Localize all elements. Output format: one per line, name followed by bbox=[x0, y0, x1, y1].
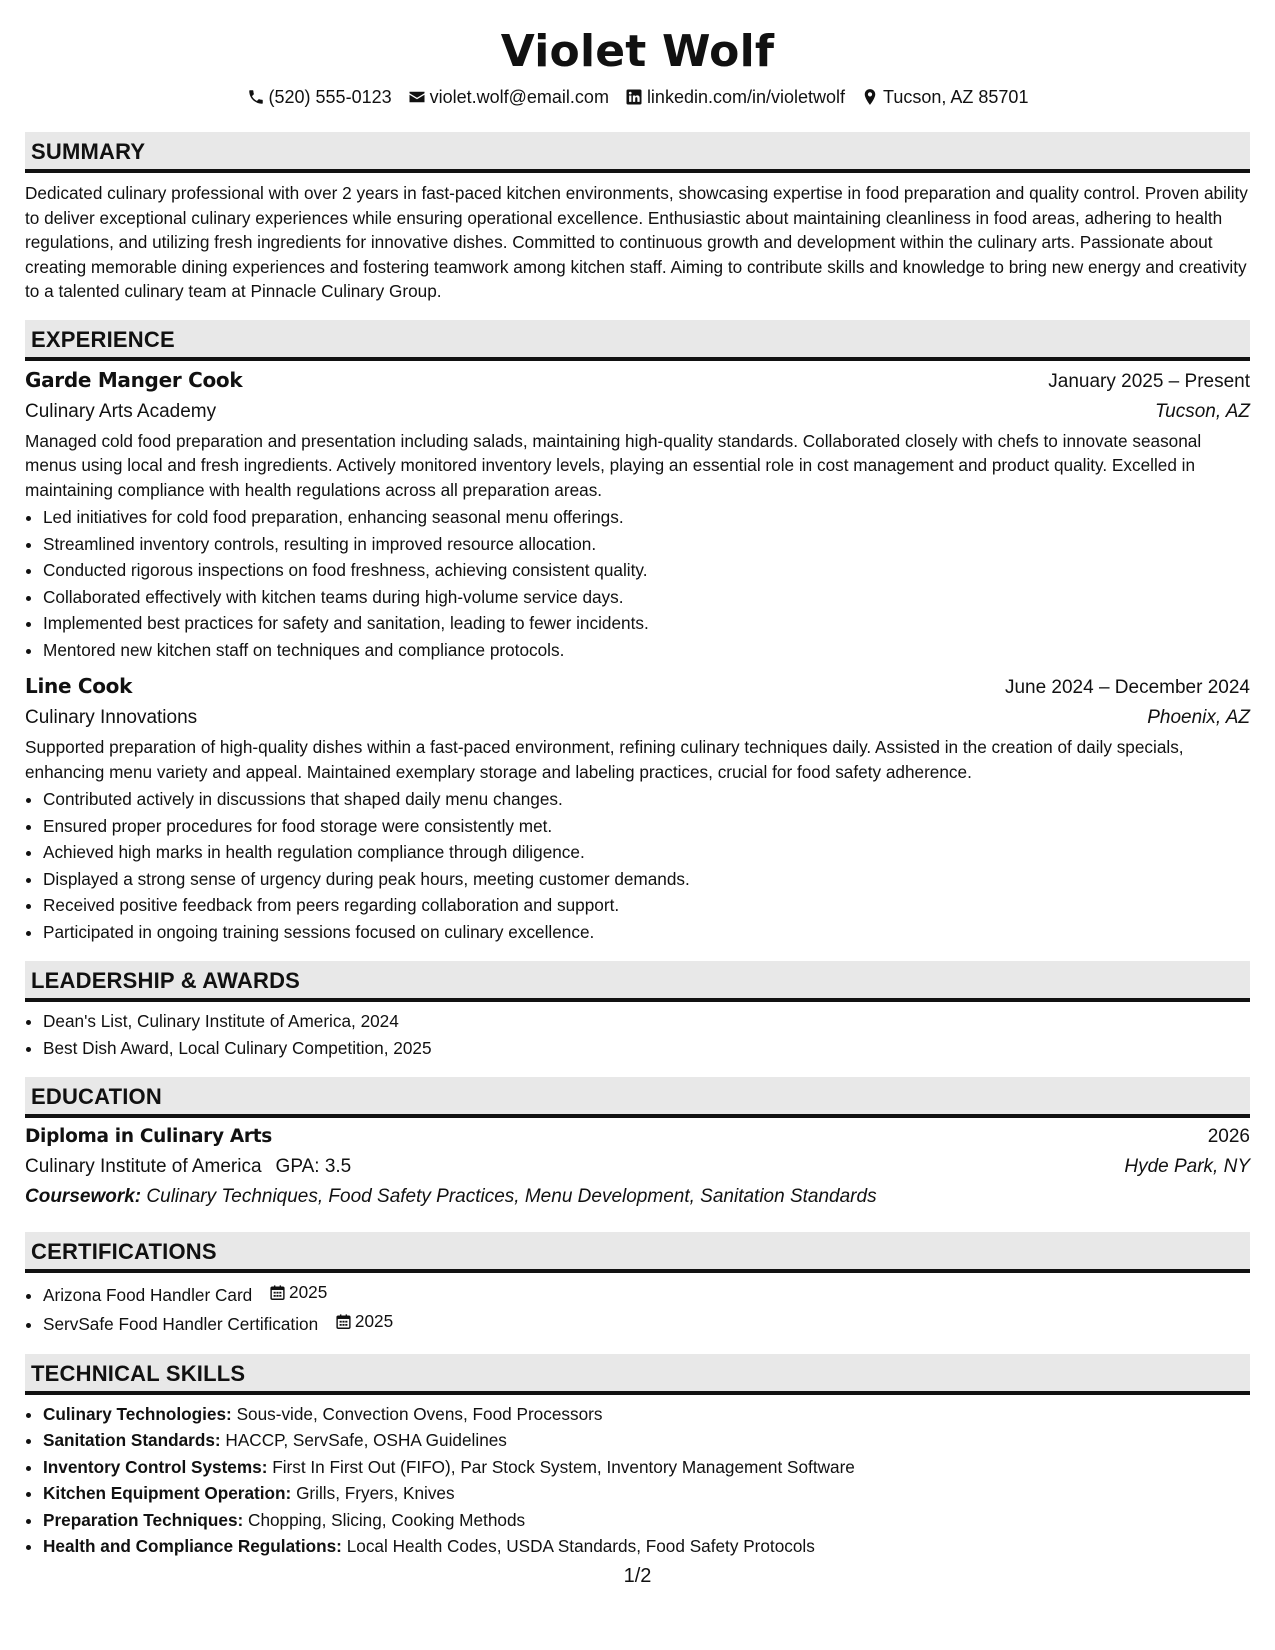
skill-values: Sous-vide, Convection Ovens, Food Processors bbox=[236, 1403, 603, 1424]
certification-year: 2025 bbox=[354, 1311, 394, 1332]
section-heading: LEADERSHIP & AWARDS bbox=[25, 961, 1250, 1002]
calendar-icon bbox=[335, 1313, 352, 1330]
map-pin-icon bbox=[861, 88, 879, 106]
job-entry bbox=[25, 671, 1250, 945]
resume-page bbox=[25, 18, 1250, 1560]
experience-section bbox=[25, 320, 1250, 946]
section-heading: EXPERIENCE bbox=[25, 320, 1250, 361]
school-name: Culinary Institute of America bbox=[25, 1156, 262, 1177]
linkedin-link[interactable]: linkedin.com/in/violetwolf bbox=[646, 87, 846, 107]
section-heading: EDUCATION bbox=[25, 1077, 1250, 1118]
job-dates: January 2025 – Present bbox=[1048, 370, 1250, 392]
skill-category: Kitchen Equipment Operation: bbox=[43, 1483, 292, 1503]
contact-location bbox=[861, 84, 1028, 110]
skill-category: Health and Compliance Regulations: bbox=[43, 1536, 342, 1556]
job-title: Line Cook bbox=[25, 674, 133, 698]
job-bullets bbox=[25, 504, 1250, 663]
location-text: Tucson, AZ 85701 bbox=[883, 87, 1029, 107]
list-item: • Conducted rigorous inspections on food freshness, achieving consistent quality. bbox=[43, 557, 1250, 584]
degree-title: Diploma in Culinary Arts bbox=[25, 1126, 272, 1147]
list-item bbox=[43, 1308, 1250, 1337]
envelope-icon bbox=[408, 88, 426, 106]
email-link[interactable]: violet.wolf@email.com bbox=[429, 87, 609, 107]
skill-values: Chopping, Slicing, Cooking Methods bbox=[248, 1509, 526, 1530]
certifications-list bbox=[25, 1279, 1250, 1338]
calendar-icon bbox=[269, 1284, 286, 1301]
awards-list bbox=[25, 1008, 1250, 1061]
skill-values: Grills, Fryers, Knives bbox=[296, 1483, 455, 1503]
list-item: • Displayed a strong sense of urgency during peak hours, meeting customer demands. bbox=[43, 866, 1250, 893]
job-location: Phoenix, AZ bbox=[1147, 707, 1250, 728]
contact-email[interactable] bbox=[408, 84, 609, 110]
summary-text: Dedicated culinary professional with over 2 years in fast-paced kitchen environments, showcasing expertise in food preparation and quality control. Proven ability to deliver exceptional culinary experiences while ensuring operational excellence. Enthusiastic about maintaining cleanliness in food areas, adhering to health regulations, and utilizing fresh ingredients for innovative dishes. Committed to continuous growth and development within the culinary arts. Passionate about creating memorable dining experiences and fostering teamwork among kitchen staff. Aiming to contribute skills and knowledge to bring new energy and creativity to a talented culinary team at Pinnacle Culinary Group. bbox=[25, 183, 1248, 301]
job-description: Supported preparation of high-quality dishes within a fast-paced environment, refining culinary techniques daily. Assisted in the creation of daily specials, enhancing menu variety and appeal. Maintained exemplary storage and labeling practices, crucial for food safety adherence. bbox=[25, 737, 1184, 782]
job-title: Garde Manger Cook bbox=[25, 367, 243, 392]
graduation-year: 2026 bbox=[1207, 1126, 1250, 1147]
list-item bbox=[43, 1507, 1250, 1534]
summary-section bbox=[25, 132, 1250, 304]
awards-section bbox=[25, 961, 1250, 1061]
list-item: • Participated in ongoing training sessions focused on culinary excellence. bbox=[43, 919, 1250, 946]
section-heading: CERTIFICATIONS bbox=[25, 1232, 1250, 1273]
coursework-list: Culinary Techniques, Food Safety Practices, Menu Development, Sanitation Standards bbox=[146, 1186, 877, 1207]
skill-category: Inventory Control Systems: bbox=[43, 1456, 268, 1477]
skill-values: First In First Out (FIFO), Par Stock System, Inventory Management Software bbox=[272, 1456, 855, 1477]
job-organization: Culinary Arts Academy bbox=[25, 400, 217, 422]
section-heading: SUMMARY bbox=[25, 132, 1250, 173]
certification-name: Arizona Food Handler Card bbox=[43, 1284, 253, 1305]
contact-bar bbox=[25, 84, 1250, 110]
skills-list bbox=[25, 1401, 1250, 1560]
skill-values: HACCP, ServSafe, OSHA Guidelines bbox=[225, 1430, 507, 1450]
section-heading: TECHNICAL SKILLS bbox=[25, 1354, 1250, 1395]
page-number: 1/2 bbox=[623, 1565, 652, 1587]
skill-category: Preparation Techniques: bbox=[43, 1509, 244, 1530]
contact-linkedin[interactable] bbox=[625, 84, 845, 110]
school-location: Hyde Park, NY bbox=[1124, 1156, 1250, 1177]
list-item: • Collaborated effectively with kitchen teams during high-volume service days. bbox=[43, 584, 1250, 611]
list-item: • Achieved high marks in health regulation compliance through diligence. bbox=[43, 839, 1250, 866]
job-description: Managed cold food preparation and presentation including salads, maintaining high-quality standards. Collaborated closely with chefs to innovate seasonal menus using local and fresh ingredients. Actively monitored inventory levels, playing an essential role in cost management and product quality. Excelled in maintaining compliance with health regulations across all preparation areas. bbox=[25, 430, 1202, 500]
list-item bbox=[43, 1401, 1250, 1428]
list-item: • Ensured proper procedures for food storage were consistently met. bbox=[43, 813, 1250, 840]
skill-values: Local Health Codes, USDA Standards, Food Safety Protocols bbox=[346, 1536, 815, 1556]
job-entry bbox=[25, 365, 1250, 664]
certification-name: ServSafe Food Handler Certification bbox=[43, 1314, 319, 1334]
list-item: • Dean's List, Culinary Institute of America, 2024 bbox=[43, 1008, 1250, 1035]
list-item bbox=[43, 1454, 1250, 1481]
coursework-label: Coursework: bbox=[25, 1186, 142, 1207]
list-item: • Mentored new kitchen staff on techniques and compliance protocols. bbox=[43, 637, 1250, 664]
list-item: • Streamlined inventory controls, resulting in improved resource allocation. bbox=[43, 531, 1250, 558]
list-item: • Received positive feedback from peers regarding collaboration and support. bbox=[43, 892, 1250, 919]
list-item bbox=[43, 1279, 1250, 1308]
skills-section bbox=[25, 1354, 1250, 1560]
list-item: • Led initiatives for cold food preparation, enhancing seasonal menu offerings. bbox=[43, 504, 1250, 531]
education-section bbox=[25, 1077, 1250, 1212]
list-item: • Contributed actively in discussions that shaped daily menu changes. bbox=[43, 786, 1250, 813]
list-item bbox=[43, 1533, 1250, 1560]
phone-text: (520) 555-0123 bbox=[268, 87, 392, 107]
job-organization: Culinary Innovations bbox=[25, 707, 198, 728]
list-item: • Implemented best practices for safety and sanitation, leading to fewer incidents. bbox=[43, 610, 1250, 637]
phone-icon bbox=[247, 88, 265, 106]
gpa: GPA: 3.5 bbox=[275, 1156, 352, 1177]
contact-phone bbox=[247, 84, 392, 110]
list-item: • Best Dish Award, Local Culinary Competition, 2025 bbox=[43, 1035, 1250, 1062]
coursework bbox=[25, 1182, 1250, 1212]
skill-category: Sanitation Standards: bbox=[43, 1430, 221, 1450]
list-item bbox=[43, 1480, 1250, 1507]
job-location: Tucson, AZ bbox=[1154, 400, 1250, 422]
certification-year: 2025 bbox=[289, 1282, 328, 1302]
list-item bbox=[43, 1427, 1250, 1454]
candidate-name: Violet Wolf bbox=[500, 26, 775, 77]
skill-category: Culinary Technologies: bbox=[43, 1403, 232, 1424]
job-dates: June 2024 – December 2024 bbox=[1004, 677, 1250, 698]
certifications-section bbox=[25, 1232, 1250, 1338]
linkedin-icon bbox=[625, 88, 643, 106]
job-bullets bbox=[25, 786, 1250, 945]
